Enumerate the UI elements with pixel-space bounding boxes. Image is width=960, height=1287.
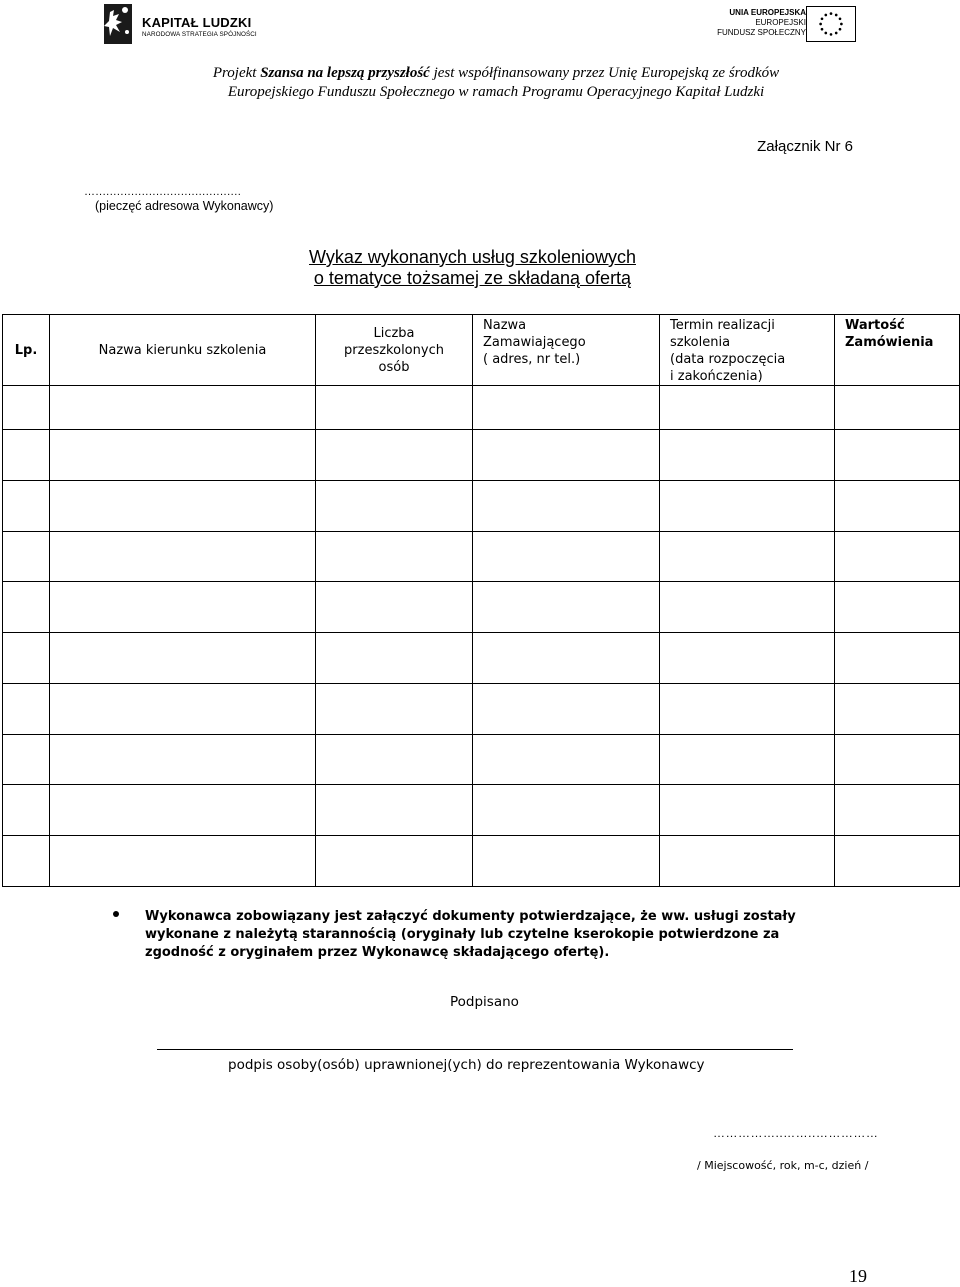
table-row <box>3 734 960 785</box>
document-title <box>0 247 945 289</box>
table-cell <box>3 734 50 785</box>
eu-logo-line1: UNIA EUROPEJSKA <box>729 8 806 17</box>
eu-star-icon <box>830 33 833 36</box>
table-cell <box>473 480 660 531</box>
document-title-line1: Wykaz wykonanych usług szkoleniowych <box>309 247 636 267</box>
signature-line <box>157 1049 793 1050</box>
header-course-name: Nazwa kierunku szkolenia <box>50 315 316 386</box>
eu-logo <box>698 6 858 44</box>
header-trained-count-line: Liczba <box>373 325 415 341</box>
table-cell <box>660 430 835 481</box>
table-cell <box>3 836 50 887</box>
project-note-prefix: Projekt <box>212 65 261 81</box>
header-period-line: (data rozpoczęcia <box>670 352 786 367</box>
table-cell <box>3 683 50 734</box>
table-cell <box>835 633 960 684</box>
table-cell <box>660 633 835 684</box>
table-cell <box>50 386 316 430</box>
table-cell <box>316 683 473 734</box>
table-cell <box>316 785 473 836</box>
note-bullet-icon <box>113 911 119 917</box>
eu-logo-line3: FUNDUSZ SPOŁECZNY <box>717 28 806 37</box>
table-cell <box>835 683 960 734</box>
table-header-row <box>3 315 960 386</box>
table-cell <box>316 633 473 684</box>
table-cell <box>50 480 316 531</box>
kapital-ludzki-title: KAPITAŁ LUDZKI <box>142 15 252 30</box>
table-cell <box>316 386 473 430</box>
table-cell <box>660 582 835 633</box>
eu-star-icon <box>819 23 822 26</box>
document-title-line2: o tematyce tożsamej ze składaną ofertą <box>313 268 632 288</box>
project-note-title: Szansa na lepszą przyszłość <box>260 65 430 81</box>
table-cell <box>835 836 960 887</box>
eu-logo-text <box>696 8 806 38</box>
services-table <box>2 314 960 887</box>
table-cell <box>660 836 835 887</box>
header-client-name-line: Nazwa <box>483 318 527 333</box>
header-period-line: szkolenia <box>670 335 731 350</box>
header-order-value <box>835 315 960 386</box>
header-client-name <box>473 315 660 386</box>
table-cell <box>660 480 835 531</box>
table-cell <box>50 734 316 785</box>
project-note-suffix: jest współfinansowany przez Unię Europejską ze środków <box>429 65 780 81</box>
eu-flag-icon <box>806 6 856 42</box>
documents-note <box>145 908 865 962</box>
table-cell <box>3 531 50 582</box>
table-cell <box>316 836 473 887</box>
annex-label: Załącznik Nr 6 <box>757 138 853 155</box>
table-cell <box>50 836 316 887</box>
stamp-placeholder-dots: …......................................... <box>84 186 242 198</box>
header-order-value-line: Wartość <box>845 318 905 333</box>
header-client-name-line: ( adres, nr tel.) <box>483 352 581 367</box>
table-cell <box>3 480 50 531</box>
project-note-line1 <box>0 64 960 83</box>
table-cell <box>50 683 316 734</box>
table-cell <box>660 785 835 836</box>
signature-caption: podpis osoby(osób) uprawnionej(ych) do reprezentowania Wykonawcy <box>228 1057 705 1073</box>
table-row <box>3 582 960 633</box>
eu-star-icon <box>821 28 824 31</box>
page-number: 19 <box>849 1266 867 1286</box>
header-period-line: i zakończenia) <box>670 369 763 384</box>
kapital-ludzki-subtitle: NARODOWA STRATEGIA SPÓJNOŚCI <box>142 31 257 38</box>
table-cell <box>835 480 960 531</box>
table-cell <box>3 785 50 836</box>
table-row <box>3 480 960 531</box>
table-row <box>3 836 960 887</box>
kapital-ludzki-emblem-icon <box>100 2 136 46</box>
signed-label: Podpisano <box>450 994 519 1010</box>
table-cell <box>3 386 50 430</box>
header-trained-count <box>316 315 473 386</box>
table-cell <box>835 785 960 836</box>
table-row <box>3 633 960 684</box>
eu-star-icon <box>835 32 838 35</box>
eu-star-icon <box>821 17 824 20</box>
stamp-label: (pieczęć adresowa Wykonawcy) <box>95 199 274 213</box>
header-trained-count-line: osób <box>378 359 410 375</box>
table-cell <box>50 531 316 582</box>
table-cell <box>473 836 660 887</box>
project-funding-note <box>0 64 960 102</box>
table-cell <box>3 582 50 633</box>
table-cell <box>473 531 660 582</box>
kapital-ludzki-logo <box>100 2 260 46</box>
table-cell <box>316 531 473 582</box>
table-cell <box>660 683 835 734</box>
eu-star-icon <box>830 12 833 15</box>
table-cell <box>316 734 473 785</box>
table-cell <box>835 531 960 582</box>
eu-star-icon <box>824 14 827 17</box>
place-date-dots: ……………..……..…………… <box>713 1126 879 1140</box>
table-cell <box>835 734 960 785</box>
table-body <box>3 386 960 887</box>
table-cell <box>50 430 316 481</box>
table-row <box>3 430 960 481</box>
table-cell <box>316 582 473 633</box>
header-lp: Lp. <box>3 315 50 386</box>
table-row <box>3 531 960 582</box>
note-line2: wykonane z należytą starannością (oryginały lub czytelne kserokopie potwierdzone za <box>145 927 780 942</box>
table-row <box>3 386 960 430</box>
eu-star-icon <box>824 32 827 35</box>
eu-logo-line2: EUROPEJSKI <box>755 18 806 27</box>
table-cell <box>660 734 835 785</box>
table-cell <box>473 582 660 633</box>
header-client-name-line: Zamawiającego <box>483 335 586 350</box>
table-cell <box>835 430 960 481</box>
table-cell <box>473 683 660 734</box>
header-order-value-line: Zamówienia <box>845 335 934 350</box>
table-cell <box>50 633 316 684</box>
table-cell <box>3 633 50 684</box>
table-row <box>3 683 960 734</box>
project-note-line2: Europejskiego Funduszu Społecznego w ramach Programu Operacyjnego Kapitał Ludzki <box>227 84 765 100</box>
header-period <box>660 315 835 386</box>
eu-star-icon <box>839 17 842 20</box>
header-period-line: Termin realizacji <box>670 318 775 333</box>
table-row <box>3 785 960 836</box>
table-cell <box>835 582 960 633</box>
table-cell <box>50 582 316 633</box>
header-trained-count-line: przeszkolonych <box>344 342 444 358</box>
eu-star-icon <box>839 28 842 31</box>
table-cell <box>3 430 50 481</box>
table-cell <box>473 785 660 836</box>
note-line1: Wykonawca zobowiązany jest załączyć dokumenty potwierdzające, że ww. usługi zostały <box>145 909 796 924</box>
table-cell <box>316 480 473 531</box>
table-cell <box>316 430 473 481</box>
note-line3: zgodność z oryginałem przez Wykonawcę składającego ofertę). <box>145 945 610 960</box>
table-cell <box>473 633 660 684</box>
table-cell <box>660 386 835 430</box>
table-cell <box>835 386 960 430</box>
table-cell <box>473 430 660 481</box>
table-cell <box>660 531 835 582</box>
table-cell <box>50 785 316 836</box>
table-cell <box>473 386 660 430</box>
eu-star-icon <box>835 14 838 17</box>
table-cell <box>473 734 660 785</box>
eu-star-icon <box>840 23 843 26</box>
place-date-caption: / Miejscowość, rok, m-c, dzień / <box>697 1159 869 1172</box>
